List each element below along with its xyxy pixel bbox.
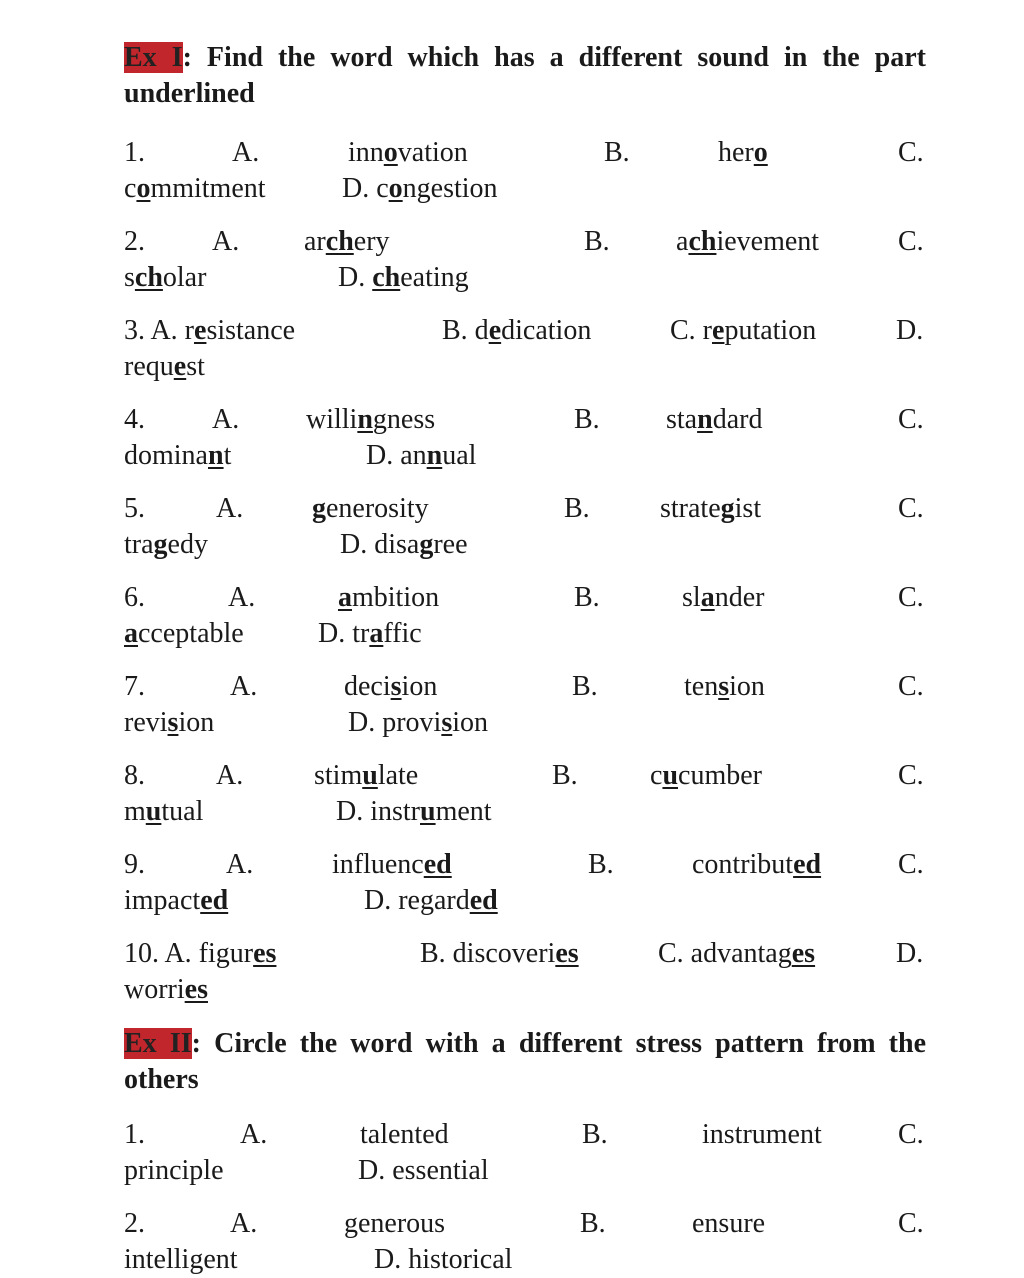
option-d-word: request [124, 351, 205, 382]
option-b-word: contributed [692, 849, 822, 880]
ex1-question-1 [124, 135, 926, 207]
option-a-word: willingness [306, 404, 436, 435]
option-d: D. regarded [364, 885, 498, 916]
option-a-label: A. [226, 849, 254, 880]
option-c-word: tragedy [124, 529, 208, 560]
question-number: 6. [124, 582, 145, 613]
option-d-word: worries [124, 974, 208, 1005]
option-c-label: C. [898, 137, 924, 168]
ex1-question-5 [124, 491, 926, 563]
option-b-word: tension [684, 671, 765, 702]
option-b-label: B. [604, 137, 630, 168]
option-d: D. cheating [338, 262, 469, 293]
option-b-word: strategist [660, 493, 762, 524]
worksheet [124, 40, 926, 1278]
option-a-word: ambition [338, 582, 440, 613]
ex1-question-2 [124, 224, 926, 296]
option-a-word: generous [344, 1208, 446, 1239]
option-b-label: B. [584, 226, 610, 257]
option-b-word: standard [666, 404, 763, 435]
option-b-word: achievement [676, 226, 820, 257]
question-number: 7. [124, 671, 145, 702]
option-a-label: A. [232, 137, 260, 168]
ex1-question-4 [124, 402, 926, 474]
option-a-label: A. [230, 671, 258, 702]
option-a-word: innovation [348, 137, 468, 168]
option-d: D. historical [374, 1244, 513, 1275]
option-b-label: B. [574, 404, 600, 435]
option-b-word: hero [718, 137, 768, 168]
option-c-word: dominant [124, 440, 232, 471]
option-b-label: B. [582, 1119, 608, 1150]
ex1-question-9 [124, 847, 926, 919]
option-b-word: slander [682, 582, 765, 613]
option-c: C. advantages [658, 938, 816, 969]
ex2-question-1 [124, 1117, 926, 1189]
option-c-word: acceptable [124, 618, 244, 649]
option-c-label: C. [898, 404, 924, 435]
question-number: 4. [124, 404, 145, 435]
option-b-word: instrument [702, 1119, 822, 1150]
option-b: B. discoveries [420, 938, 579, 969]
question-number: 8. [124, 760, 145, 791]
question-number: 2. [124, 226, 145, 257]
option-d: D. annual [366, 440, 477, 471]
option-b-label: B. [572, 671, 598, 702]
question-number: 2. [124, 1208, 145, 1239]
ex1-tag: Ex I [124, 42, 183, 73]
option-c-word: principle [124, 1155, 224, 1186]
ex2-instruction: : Circle the word with a different stress pattern from the others [124, 1028, 927, 1095]
option-a: 10. A. figures [124, 938, 277, 969]
option-d: D. provision [348, 707, 489, 738]
option-a-label: A. [212, 226, 240, 257]
option-c-word: intelligent [124, 1244, 238, 1275]
option-c-word: commitment [124, 173, 266, 204]
option-d: D. traffic [318, 618, 422, 649]
option-d: D. disagree [340, 529, 468, 560]
option-a-word: stimulate [314, 760, 419, 791]
option-a-label: A. [216, 493, 244, 524]
option-c-label: C. [898, 1119, 924, 1150]
option-a-label: A. [212, 404, 240, 435]
ex1-question-10 [124, 936, 926, 1008]
option-a-label: A. [230, 1208, 258, 1239]
option-c-label: C. [898, 1208, 924, 1239]
option-d: D. congestion [342, 173, 498, 204]
option-c-word: impacted [124, 885, 229, 916]
option-b-word: cucumber [650, 760, 762, 791]
ex2-tag: Ex II [124, 1028, 192, 1059]
option-b-label: B. [552, 760, 578, 791]
option-c-label: C. [898, 493, 924, 524]
option-c-label: C. [898, 849, 924, 880]
option-d-label: D. [896, 938, 924, 969]
option-c-word: revision [124, 707, 215, 738]
question-number: 5. [124, 493, 145, 524]
question-number: 1. [124, 137, 145, 168]
option-a-word: decision [344, 671, 438, 702]
option-b: B. dedication [442, 315, 592, 346]
ex1-heading [124, 40, 926, 116]
option-a-label: A. [240, 1119, 268, 1150]
option-b-label: B. [564, 493, 590, 524]
option-c-label: C. [898, 582, 924, 613]
option-d-label: D. [896, 315, 924, 346]
option-a-word: archery [304, 226, 390, 257]
option-b-label: B. [588, 849, 614, 880]
option-c-word: mutual [124, 796, 204, 827]
option-a-label: A. [228, 582, 256, 613]
ex2-question-2 [124, 1206, 926, 1278]
option-d: D. essential [358, 1155, 489, 1186]
option-c: C. reputation [670, 315, 817, 346]
ex2-heading [124, 1026, 926, 1098]
option-a: 3. A. resistance [124, 315, 296, 346]
ex1-question-3 [124, 313, 926, 385]
question-number: 1. [124, 1119, 145, 1150]
option-a-word: generosity [312, 493, 429, 524]
option-c-label: C. [898, 226, 924, 257]
option-d: D. instrument [336, 796, 492, 827]
ex1-question-6 [124, 580, 926, 652]
option-b-label: B. [580, 1208, 606, 1239]
ex1-question-8 [124, 758, 926, 830]
option-c-label: C. [898, 671, 924, 702]
ex1-instruction: : Find the word which has a different sound in the part underlined [124, 42, 926, 109]
option-b-label: B. [574, 582, 600, 613]
option-a-word: talented [360, 1119, 449, 1150]
question-number: 9. [124, 849, 145, 880]
option-a-word: influenced [332, 849, 452, 880]
option-c-word: scholar [124, 262, 207, 293]
option-c-label: C. [898, 760, 924, 791]
option-a-label: A. [216, 760, 244, 791]
ex1-question-7 [124, 669, 926, 741]
option-b-word: ensure [692, 1208, 766, 1239]
